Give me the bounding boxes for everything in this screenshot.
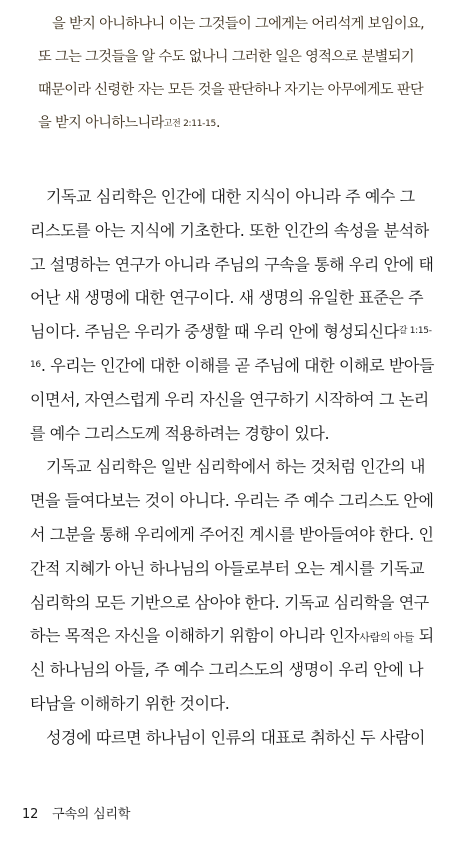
- quote-text: 을 받지 아니하느니라: [38, 115, 164, 131]
- quote-line: 때문이라 신령한 자는 모든 것을 판단하나 자기는 아무에게도 판단: [38, 82, 424, 98]
- body-text-span: . 우리는 인간에 대한 이해를 곧 주님에 대한 이해로 받아들: [40, 355, 435, 375]
- running-title: 구속의 심리학: [52, 807, 131, 822]
- body-text: [30, 180, 450, 755]
- body-line: 고 설명하는 연구가 아니라 주님의 구속을 통해 우리 안에 태: [30, 254, 434, 274]
- body-line: [30, 349, 450, 383]
- body-line: 심리학의 모든 기반으로 삼아야 한다. 기독교 심리학을 연구: [30, 592, 429, 612]
- body-line: 간적 지혜가 아닌 하나님의 아들로부터 오는 계시를 기독교: [30, 558, 425, 578]
- scripture-quote: [38, 8, 458, 140]
- body-line: 어난 새 생명에 대한 연구이다. 새 생명의 유일한 표준은 주: [30, 288, 424, 308]
- body-line: 타남을 이해하기 위한 것이다.: [30, 693, 230, 713]
- scripture-reference: 갈 1:15-: [398, 326, 432, 337]
- body-line: 리스도를 아는 지식에 기초한다. 또한 인간의 속성을 분석하: [30, 220, 429, 240]
- body-line: [30, 619, 450, 653]
- body-text-span: 되: [414, 626, 434, 646]
- quote-line: [38, 107, 458, 140]
- body-line: 이면서, 자연스럽게 우리 자신을 연구하기 시작하여 그 논리: [30, 389, 429, 409]
- body-line: 기독교 심리학은 인간에 대한 지식이 아니라 주 예수 그: [46, 187, 415, 206]
- page-number: 12: [22, 807, 39, 822]
- page-footer: [22, 803, 130, 822]
- gloss-text: 사람의 아들: [359, 631, 415, 645]
- body-text-span: 님이다. 주님은 우리가 중생할 때 우리 안에 형성되신다: [30, 322, 399, 342]
- body-line: 기독교 심리학은 일반 심리학에서 하는 것처럼 인간의 내: [46, 457, 426, 477]
- body-line: 성경에 따르면 하나님이 인류의 대표로 취하신 두 사람이: [46, 727, 426, 747]
- body-line: 신 하나님의 아들, 주 예수 그리스도의 생명이 우리 안에 나: [30, 660, 424, 680]
- body-line: 를 예수 그리스도께 적용하려는 경향이 있다.: [30, 423, 330, 443]
- quote-line: 또 그는 그것들을 알 수도 없나니 그러한 일은 영적으로 분별되기: [38, 49, 414, 65]
- quote-reference: 고전 2:11-15: [163, 119, 216, 129]
- body-line: 서 그분을 통해 우리에게 주어진 계시를 받아들여야 한다. 인: [30, 524, 434, 544]
- scripture-reference: 16: [30, 359, 41, 370]
- body-line: [30, 315, 450, 349]
- quote-line: 을 받지 아니하나니 이는 그것들이 그에게는 어리석게 보임이요,: [52, 16, 425, 32]
- body-text-span: 하는 목적은 자신을 이해하기 위함이 아니라 인자: [30, 626, 360, 646]
- quote-period: .: [215, 115, 220, 131]
- body-line: 면을 들여다보는 것이 아니다. 우리는 주 예수 그리스도 안에: [30, 491, 434, 511]
